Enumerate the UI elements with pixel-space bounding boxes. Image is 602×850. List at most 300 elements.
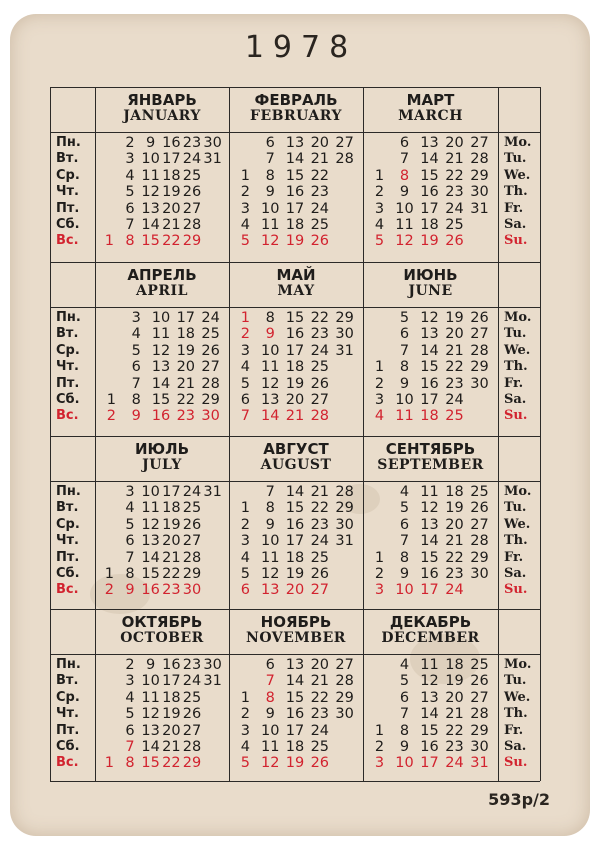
day-number: 3 (374, 582, 385, 599)
day-number: 13 (141, 533, 160, 550)
day-number: 24 (310, 200, 330, 217)
week-row (99, 673, 227, 689)
day-number: 21 (176, 375, 196, 392)
day-number: 10 (260, 533, 280, 550)
day-number: 21 (445, 706, 464, 723)
month-days (367, 310, 496, 425)
day-number: 27 (470, 135, 489, 151)
week-row (99, 566, 227, 582)
day-number: 13 (420, 516, 439, 533)
month-name-en: JULY (142, 457, 182, 473)
day-number: 5 (240, 755, 251, 772)
day-number: 29 (470, 359, 489, 376)
week-row (99, 706, 227, 722)
month-days (99, 484, 227, 599)
day-number: 19 (162, 706, 181, 723)
day-number: 15 (151, 391, 171, 408)
day-number: 5 (125, 184, 135, 201)
day-number: 11 (141, 167, 160, 184)
grid-line (540, 87, 541, 781)
day-number: 1 (240, 167, 251, 184)
grid-line (95, 87, 96, 781)
day-name-ru: Вт. (56, 326, 79, 342)
day-number: 25 (445, 216, 464, 233)
week-row (367, 582, 496, 598)
day-number: 26 (310, 565, 330, 582)
day-name-ru: Вт. (56, 151, 79, 167)
day-number: 27 (335, 657, 354, 673)
week-row (233, 135, 361, 151)
day-number: 11 (420, 657, 439, 673)
day-number: 1 (240, 310, 251, 326)
day-number: 31 (470, 200, 489, 217)
day-number: 14 (285, 484, 305, 500)
day-number: 25 (445, 408, 464, 425)
day-number: 15 (285, 500, 305, 517)
day-number: 23 (445, 375, 464, 392)
month-days (99, 310, 227, 425)
day-number: 4 (240, 549, 251, 566)
day-number: 27 (201, 359, 220, 376)
day-number: 23 (310, 516, 330, 533)
day-number: 12 (420, 310, 439, 326)
day-number: 11 (395, 408, 414, 425)
day-number: 3 (374, 755, 385, 772)
month-name-ru: СЕНТЯБРЬ (385, 440, 476, 458)
week-row (99, 184, 227, 200)
day-number: 30 (470, 738, 489, 755)
day-number: 2 (374, 184, 385, 201)
week-row (367, 376, 496, 392)
day-number: 10 (395, 755, 414, 772)
day-number: 6 (240, 582, 251, 599)
day-number: 29 (335, 310, 354, 326)
day-number: 22 (310, 689, 330, 706)
day-number: 31 (203, 673, 222, 690)
day-number: 9 (146, 135, 156, 151)
day-number: 4 (125, 500, 135, 517)
week-row (233, 168, 361, 184)
day-number: 21 (162, 549, 181, 566)
day-number: 1 (374, 167, 385, 184)
day-number: 3 (374, 200, 385, 217)
day-number: 9 (265, 184, 275, 201)
day-name-ru: Ср. (56, 516, 80, 532)
day-number: 22 (445, 549, 464, 566)
day-number: 19 (285, 565, 305, 582)
day-number: 13 (260, 391, 280, 408)
grid-line (498, 87, 499, 781)
grid-line (50, 87, 51, 781)
day-number: 11 (420, 484, 439, 500)
month-name-en: NOVEMBER (246, 630, 346, 646)
day-number: 28 (310, 408, 330, 425)
day-number: 13 (420, 326, 439, 343)
day-number: 25 (201, 326, 220, 343)
week-row (367, 500, 496, 516)
week-row (233, 392, 361, 408)
month-header (229, 614, 363, 646)
day-number: 25 (470, 484, 489, 500)
day-number: 12 (395, 233, 414, 250)
week-row (233, 310, 361, 326)
day-name-en: Sa. (504, 565, 527, 581)
grid-line (50, 262, 540, 263)
day-number: 9 (399, 375, 410, 392)
week-row (99, 500, 227, 516)
day-number: 12 (420, 673, 439, 690)
day-number: 10 (260, 342, 280, 359)
day-names-ru (56, 657, 81, 772)
day-number: 6 (265, 657, 275, 673)
day-number: 30 (470, 375, 489, 392)
day-number: 13 (151, 359, 171, 376)
day-number: 28 (470, 533, 489, 550)
day-number: 24 (310, 342, 330, 359)
day-number: 15 (420, 167, 439, 184)
grid-line (50, 654, 540, 655)
day-number: 2 (240, 184, 251, 201)
month-header (363, 614, 498, 646)
day-number: 6 (125, 200, 135, 217)
day-number: 2 (240, 516, 251, 533)
day-number: 18 (162, 500, 181, 517)
month-header (95, 441, 229, 473)
day-number: 15 (285, 689, 305, 706)
day-number: 26 (182, 184, 202, 201)
day-number: 24 (445, 755, 464, 772)
day-number: 20 (445, 689, 464, 706)
day-number: 23 (176, 408, 196, 425)
day-number: 28 (335, 673, 354, 690)
week-row (99, 517, 227, 533)
day-number: 27 (182, 533, 202, 550)
day-number: 11 (141, 500, 160, 517)
day-name-en: Th. (504, 184, 528, 200)
day-name-ru: Сб. (56, 391, 80, 407)
day-number: 5 (125, 706, 135, 723)
day-number: 16 (285, 516, 305, 533)
week-row (367, 706, 496, 722)
day-number: 14 (420, 533, 439, 550)
day-name-ru: Чт. (56, 184, 79, 200)
day-number: 6 (265, 135, 275, 151)
day-name-ru: Вт. (56, 673, 79, 689)
week-row (233, 755, 361, 771)
day-number: 30 (470, 184, 489, 201)
day-name-ru: Пт. (56, 200, 80, 216)
day-number: 30 (335, 326, 354, 343)
month-name-en: JANUARY (123, 108, 201, 124)
grid-line (363, 87, 364, 781)
week-row (99, 151, 227, 167)
day-number: 21 (310, 673, 330, 690)
day-number: 18 (445, 484, 464, 500)
day-number: 13 (285, 135, 305, 151)
day-name-en: Tu. (504, 151, 527, 167)
week-row (367, 533, 496, 549)
day-number: 1 (240, 689, 251, 706)
week-row (99, 582, 227, 598)
day-number: 27 (182, 722, 202, 739)
day-number: 21 (310, 484, 330, 500)
day-number: 24 (182, 151, 202, 168)
day-number: 27 (470, 516, 489, 533)
day-number: 18 (285, 216, 305, 233)
month-days (233, 657, 361, 772)
day-number: 12 (260, 565, 280, 582)
day-number: 29 (470, 167, 489, 184)
week-row (233, 582, 361, 598)
month-header (363, 441, 498, 473)
day-number: 12 (260, 233, 280, 250)
day-number: 8 (125, 565, 135, 582)
day-number: 1 (374, 549, 385, 566)
day-number: 4 (125, 167, 135, 184)
week-row (367, 550, 496, 566)
week-row (367, 168, 496, 184)
day-number: 4 (131, 326, 141, 343)
day-number: 19 (420, 233, 439, 250)
day-name-ru: Сб. (56, 738, 80, 754)
day-number: 15 (141, 565, 160, 582)
grid-line (50, 436, 540, 437)
day-number: 8 (399, 722, 410, 739)
day-number: 30 (203, 657, 222, 673)
day-name-ru: Ср. (56, 689, 80, 705)
week-row (367, 184, 496, 200)
day-number: 19 (162, 516, 181, 533)
month-name-en: MARCH (398, 108, 463, 124)
day-number: 21 (285, 408, 305, 425)
day-number: 16 (162, 135, 181, 151)
day-number: 14 (260, 408, 280, 425)
day-number: 30 (470, 565, 489, 582)
day-number: 17 (285, 200, 305, 217)
day-number: 18 (420, 216, 439, 233)
day-number: 17 (420, 582, 439, 599)
day-number: 24 (182, 484, 202, 500)
month-days (367, 484, 496, 599)
day-number: 19 (445, 500, 464, 517)
day-number: 8 (265, 500, 275, 517)
day-number: 1 (374, 722, 385, 739)
day-number: 11 (260, 549, 280, 566)
grid-line (50, 307, 540, 308)
day-number: 18 (176, 326, 196, 343)
day-name-en: Sa. (504, 738, 527, 754)
week-row (367, 673, 496, 689)
day-number: 2 (374, 565, 385, 582)
day-number: 24 (445, 582, 464, 599)
day-number: 29 (201, 391, 220, 408)
week-row (367, 755, 496, 771)
day-number: 25 (310, 216, 330, 233)
day-number: 15 (420, 722, 439, 739)
day-name-en: Sa. (504, 216, 527, 232)
week-row (367, 217, 496, 233)
day-number: 14 (285, 151, 305, 168)
day-number: 22 (310, 500, 330, 517)
day-number: 10 (260, 722, 280, 739)
day-name-ru: Ср. (56, 167, 80, 183)
day-number: 10 (141, 673, 160, 690)
week-row (233, 706, 361, 722)
day-number: 13 (285, 657, 305, 673)
day-number: 30 (201, 408, 220, 425)
day-number: 12 (260, 375, 280, 392)
day-number: 16 (420, 565, 439, 582)
day-number: 18 (445, 657, 464, 673)
day-names-en (504, 310, 531, 425)
day-number: 19 (285, 375, 305, 392)
week-row (99, 484, 227, 500)
month-name-ru: АВГУСТ (263, 440, 329, 458)
week-row (233, 233, 361, 249)
day-number: 25 (182, 500, 202, 517)
day-number: 28 (335, 484, 354, 500)
day-number: 23 (310, 706, 330, 723)
week-row (233, 376, 361, 392)
month-name-en: OCTOBER (120, 630, 204, 646)
day-number: 30 (335, 516, 354, 533)
day-name-ru: Вс. (56, 233, 79, 249)
month-name-en: JUNE (408, 283, 453, 299)
day-number: 28 (335, 151, 354, 168)
day-number: 6 (125, 533, 135, 550)
day-number: 7 (265, 151, 275, 168)
day-number: 29 (182, 755, 202, 772)
day-number: 22 (162, 755, 181, 772)
month-days (367, 135, 496, 250)
day-name-ru: Чт. (56, 706, 79, 722)
day-name-ru: Пт. (56, 549, 80, 565)
day-number: 29 (470, 549, 489, 566)
month-days (99, 657, 227, 772)
day-number: 14 (420, 342, 439, 359)
week-row (233, 723, 361, 739)
week-row (99, 755, 227, 771)
day-number: 10 (395, 200, 414, 217)
day-number: 10 (141, 151, 160, 168)
month-days (367, 657, 496, 772)
day-number: 8 (125, 755, 135, 772)
day-number: 27 (310, 582, 330, 599)
week-row (99, 690, 227, 706)
week-row (99, 657, 227, 673)
day-number: 19 (285, 233, 305, 250)
week-row (233, 484, 361, 500)
day-number: 17 (162, 484, 181, 500)
week-row (367, 484, 496, 500)
day-name-en: Su. (504, 755, 528, 771)
grid-line (229, 87, 230, 781)
day-name-ru: Пт. (56, 722, 80, 738)
day-number: 23 (310, 326, 330, 343)
month-name-ru: ЯНВАРЬ (127, 91, 197, 109)
day-number: 26 (182, 706, 202, 723)
day-number: 6 (131, 359, 141, 376)
day-number: 6 (240, 391, 251, 408)
month-name-en: AUGUST (260, 457, 332, 473)
day-name-en: Sa. (504, 391, 527, 407)
week-row (367, 233, 496, 249)
day-name-ru: Пн. (56, 657, 81, 672)
week-row (99, 408, 227, 424)
day-number: 15 (141, 233, 160, 250)
day-number: 1 (240, 500, 251, 517)
day-number: 5 (399, 673, 410, 690)
day-number: 12 (260, 755, 280, 772)
day-number: 15 (141, 755, 160, 772)
day-number: 30 (203, 135, 222, 151)
day-number: 8 (265, 689, 275, 706)
day-number: 3 (240, 722, 251, 739)
day-number: 9 (399, 738, 410, 755)
day-name-ru: Сб. (56, 565, 80, 581)
week-row (233, 550, 361, 566)
day-number: 7 (399, 706, 410, 723)
day-number: 27 (182, 200, 202, 217)
day-number: 2 (374, 375, 385, 392)
day-number: 22 (445, 359, 464, 376)
day-number: 26 (182, 516, 202, 533)
day-number: 12 (141, 184, 160, 201)
day-number: 11 (260, 359, 280, 376)
month-name-en: APRIL (136, 283, 188, 299)
day-number: 12 (141, 516, 160, 533)
day-number: 3 (125, 151, 135, 168)
day-number: 27 (470, 689, 489, 706)
day-number: 25 (182, 689, 202, 706)
day-name-ru: Пн. (56, 135, 81, 150)
week-row (367, 135, 496, 151)
day-number: 22 (445, 167, 464, 184)
day-number: 5 (240, 375, 251, 392)
day-number: 20 (285, 391, 305, 408)
day-names-en (504, 484, 531, 599)
day-number: 28 (470, 706, 489, 723)
day-name-ru: Чт. (56, 359, 79, 375)
week-row (367, 408, 496, 424)
day-number: 16 (420, 738, 439, 755)
day-number: 24 (310, 533, 330, 550)
day-number: 7 (399, 342, 410, 359)
day-number: 26 (470, 310, 489, 326)
grid-line (50, 87, 540, 88)
day-number: 9 (125, 582, 135, 599)
day-number: 24 (310, 722, 330, 739)
day-number: 13 (141, 722, 160, 739)
day-number: 10 (141, 484, 160, 500)
month-name-en: DECEMBER (381, 630, 480, 646)
week-row (233, 566, 361, 582)
day-number: 26 (310, 375, 330, 392)
day-number: 3 (240, 533, 251, 550)
day-number: 3 (240, 342, 251, 359)
week-row (367, 310, 496, 326)
day-name-en: Mo. (504, 310, 532, 325)
day-number: 9 (146, 657, 156, 673)
week-row (233, 184, 361, 200)
day-number: 13 (141, 200, 160, 217)
day-number: 2 (125, 657, 135, 673)
day-number: 14 (151, 375, 171, 392)
day-number: 26 (201, 342, 220, 359)
day-number: 21 (445, 151, 464, 168)
day-number: 4 (399, 484, 410, 500)
day-number: 14 (420, 706, 439, 723)
